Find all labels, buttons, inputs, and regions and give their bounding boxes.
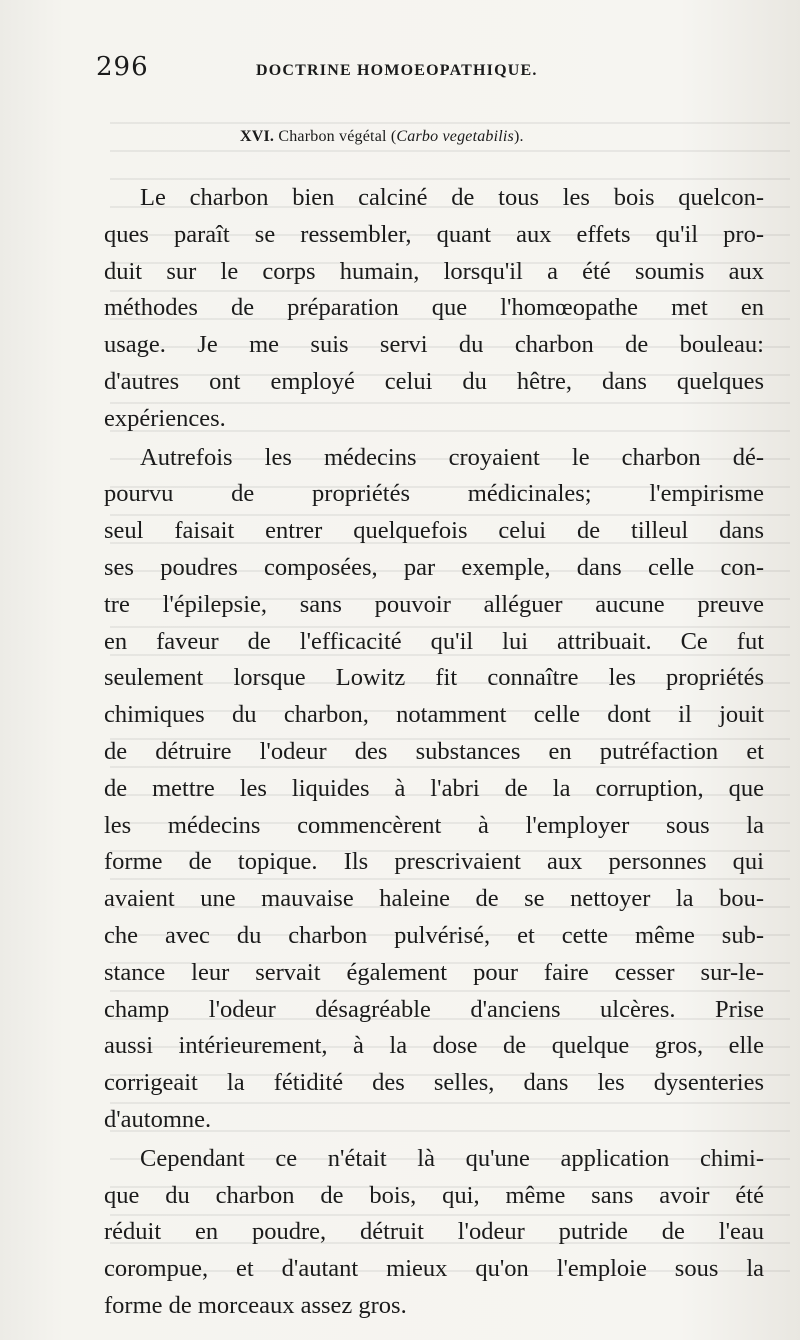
text-line: chimiques du charbon, notamment celle dont il jouit bbox=[104, 701, 764, 729]
section-latin-name: Carbo vegetabilis bbox=[396, 128, 514, 145]
text-line: champ l'odeur désagréable d'anciens ulcères. Prise bbox=[104, 995, 764, 1023]
text-line: corrigeait la fétidité des selles, dans les dysenteries bbox=[104, 1069, 764, 1097]
text-line: méthodes de préparation que l'homœopathe met en bbox=[104, 294, 764, 322]
text-line: aussi intérieurement, à la dose de quelque gros, elle bbox=[104, 1032, 764, 1060]
text-line: réduit en poudre, détruit l'odeur putride de l'eau bbox=[104, 1218, 764, 1246]
text-line: de détruire l'odeur des substances en putréfaction et bbox=[104, 737, 764, 765]
text-line: de mettre les liquides à l'abri de la corruption, que bbox=[104, 774, 764, 802]
page-number: 296 bbox=[96, 52, 149, 82]
text-line: Le charbon bien calciné de tous les bois quelcon- bbox=[140, 184, 764, 211]
section-title-end: ). bbox=[514, 128, 524, 145]
text-line: ques paraît se ressembler, quant aux effets qu'il pro- bbox=[104, 220, 764, 248]
text-line: les médecins commencèrent à l'employer sous la bbox=[104, 811, 764, 839]
section-number: XVI. bbox=[240, 128, 275, 145]
body-text bbox=[104, 180, 764, 1325]
section-title-text: Charbon végétal ( bbox=[278, 128, 397, 145]
text-line: duit sur le corps humain, lorsqu'il a été soumis aux bbox=[104, 257, 764, 285]
text-line: seul faisait entrer quelquefois celui de tilleul dans bbox=[104, 517, 764, 545]
text-line: expériences. bbox=[104, 404, 226, 432]
text-line: tre l'épilepsie, sans pouvoir alléguer aucune preuve bbox=[104, 590, 764, 618]
text-line: en faveur de l'efficacité qu'il lui attribuait. Ce fut bbox=[104, 627, 764, 655]
page-header bbox=[96, 52, 616, 92]
text-line: corompue, et d'autant mieux qu'on l'emploie sous la bbox=[104, 1255, 764, 1283]
text-line: Cependant ce n'était là qu'une application chimi- bbox=[140, 1144, 764, 1172]
text-line: seulement lorsque Lowitz fit connaître les propriétés bbox=[104, 664, 764, 692]
text-line: avaient une mauvaise haleine de se nettoyer la bou- bbox=[104, 885, 764, 913]
text-line: che avec du charbon pulvérisé, et cette même sub- bbox=[104, 921, 764, 949]
text-line: que du charbon de bois, qui, même sans avoir été bbox=[104, 1181, 764, 1209]
text-line: forme de morceaux assez gros. bbox=[104, 1291, 407, 1319]
text-line: stance leur servait également pour faire cesser sur-le- bbox=[104, 958, 764, 986]
text-line: Autrefois les médecins croyaient le charbon dé- bbox=[140, 443, 764, 471]
text-line: usage. Je me suis servi du charbon de bouleau: bbox=[104, 331, 764, 359]
text-line: d'automne. bbox=[104, 1105, 212, 1133]
section-title bbox=[240, 128, 760, 146]
text-line: d'autres ont employé celui du hêtre, dans quelques bbox=[104, 367, 764, 395]
text-line: ses poudres composées, par exemple, dans celle con- bbox=[104, 553, 764, 581]
text-line: forme de topique. Ils prescrivaient aux personnes qui bbox=[104, 848, 764, 876]
text-line: pourvu de propriétés médicinales; l'empirisme bbox=[104, 480, 764, 508]
running-head: DOCTRINE HOMOEOPATHIQUE. bbox=[256, 62, 538, 79]
